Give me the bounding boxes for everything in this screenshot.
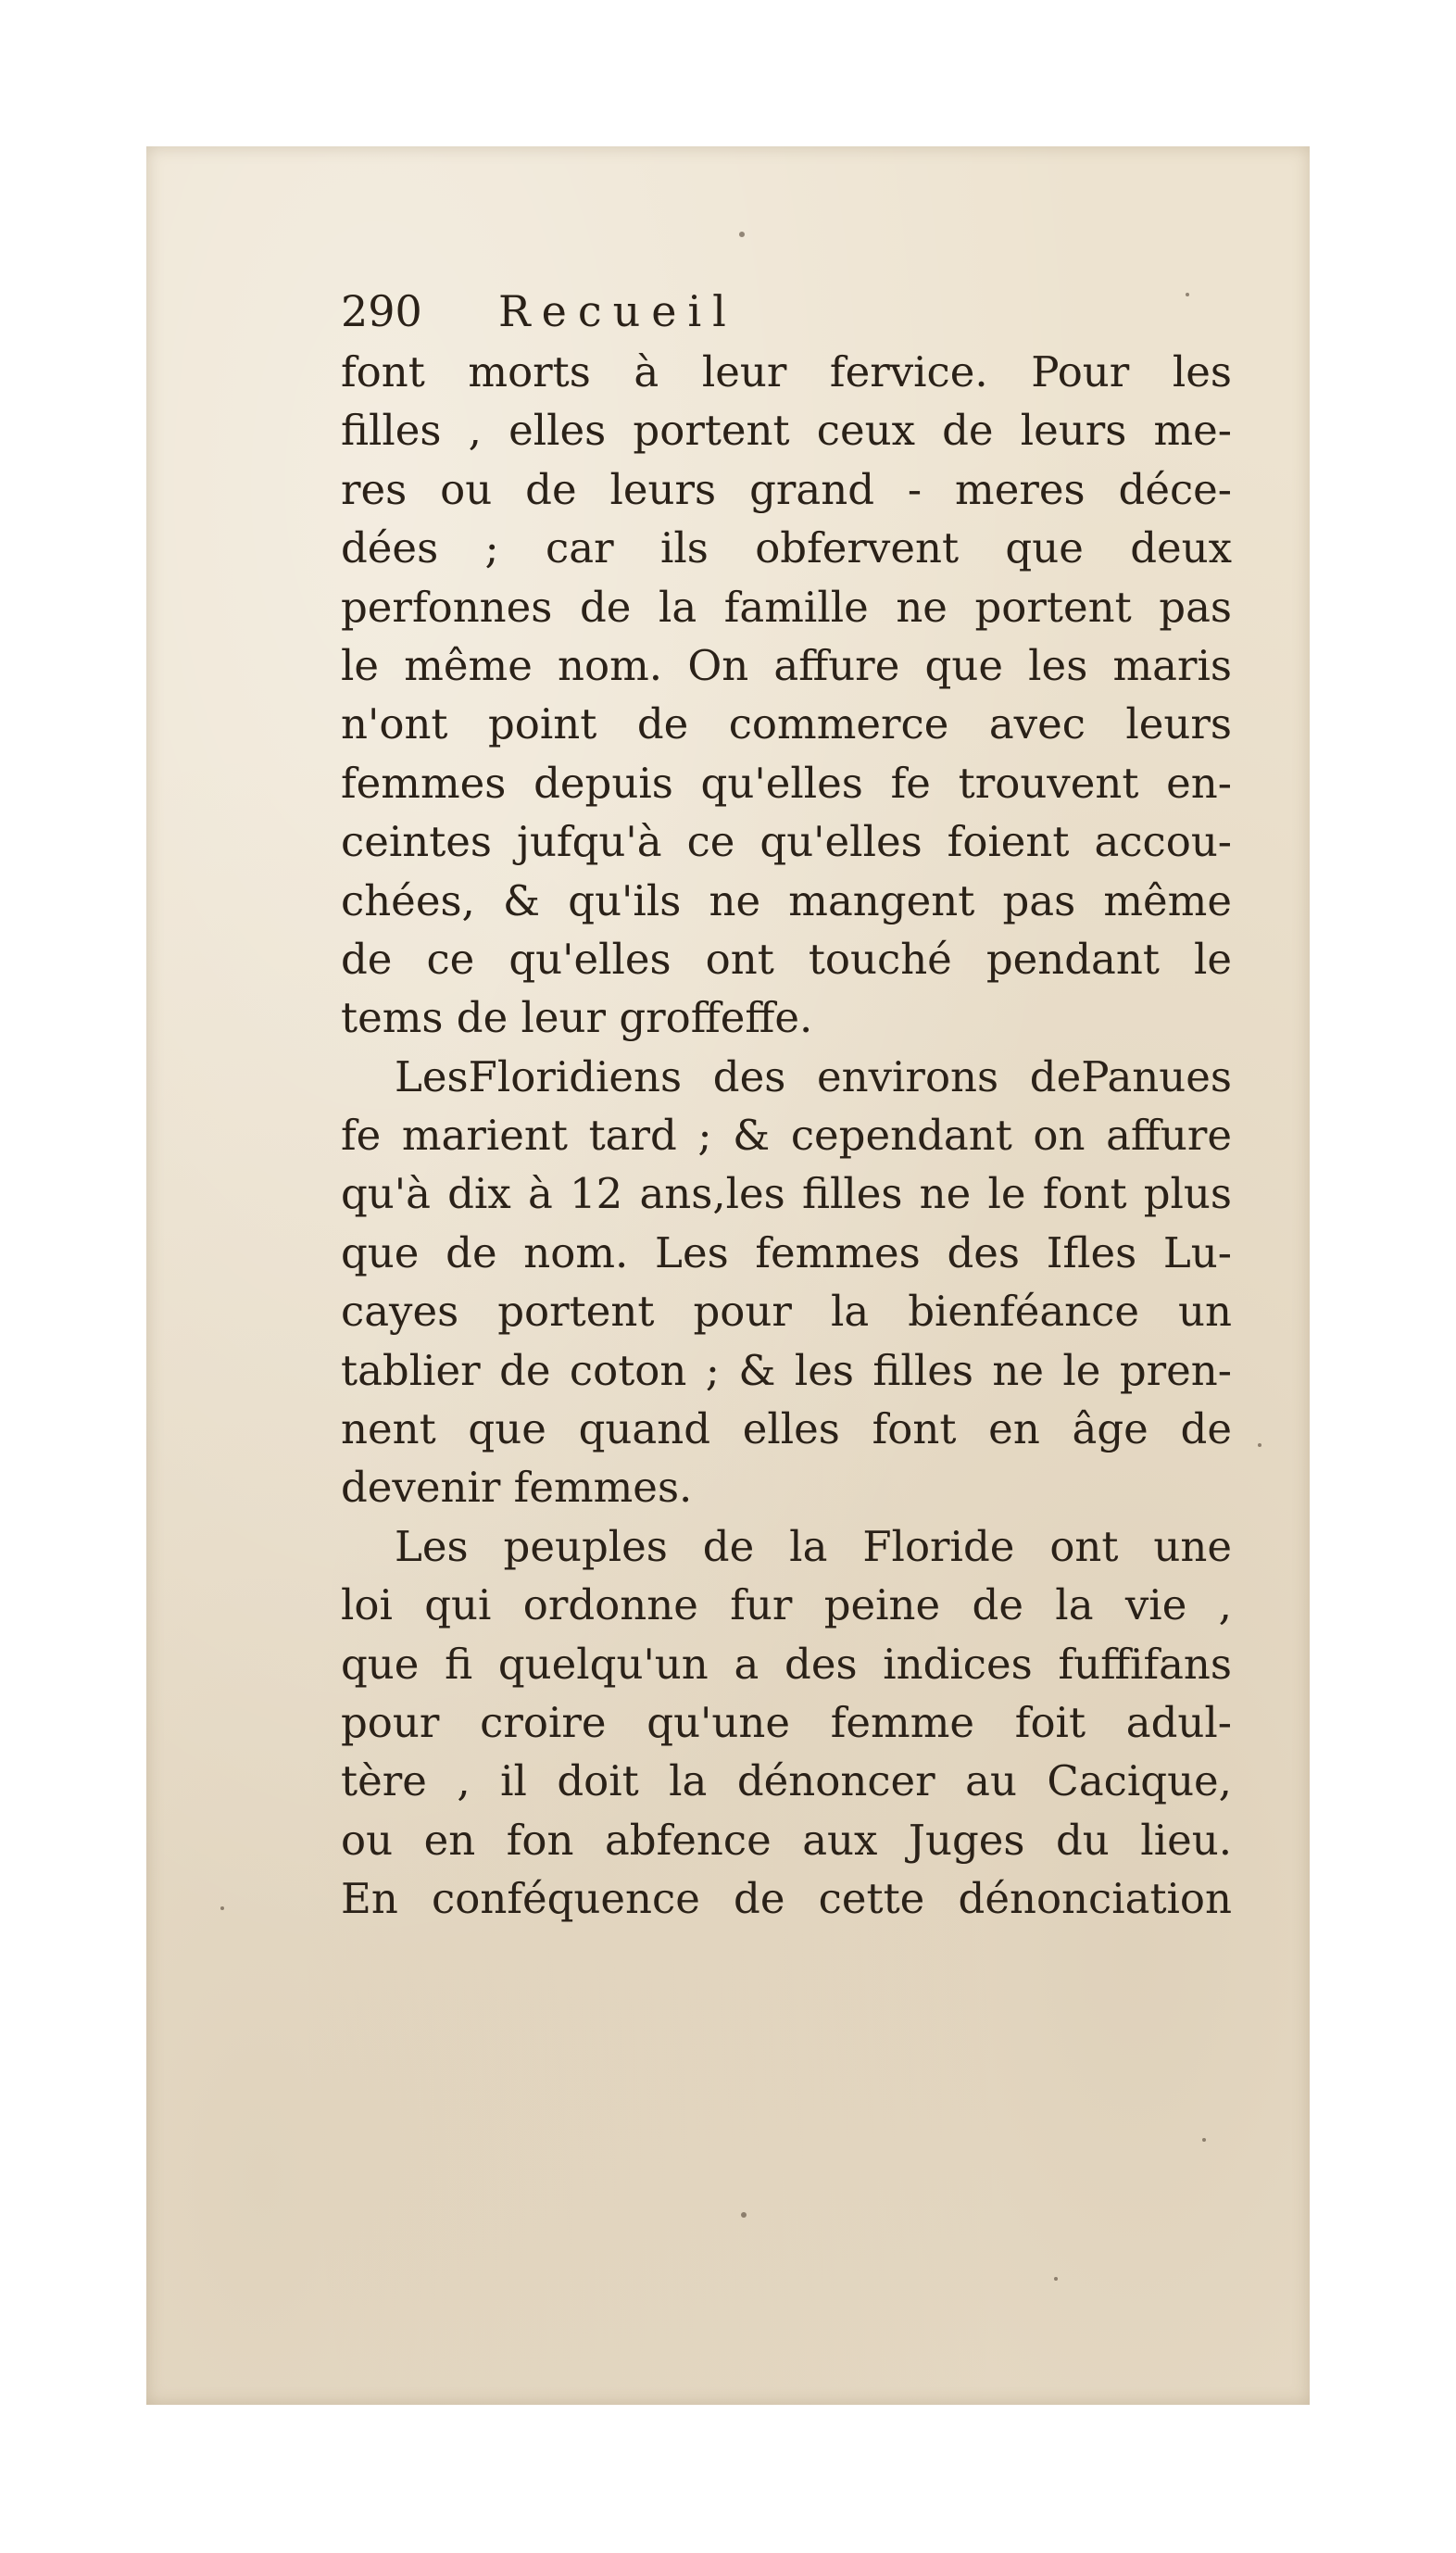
paragraph-start-line: LesFloridiens des environs dePanues	[395, 1051, 1232, 1101]
text-line: En conféquence de cette dénonciation	[341, 1874, 1232, 1924]
text-line: font morts à leur fervice. Pour les	[341, 347, 1232, 396]
text-line: perfonnes de la famille ne portent pas	[341, 582, 1232, 632]
text-line: ou en fon abfence aux Juges du lieu.	[341, 1815, 1232, 1865]
paper-speck	[1202, 2138, 1206, 2142]
book-page	[146, 146, 1310, 2405]
text-line: qu'à dix à 12 ans,les filles ne le font plus	[341, 1169, 1232, 1219]
text-line: chées, & qu'ils ne mangent pas même	[341, 875, 1232, 925]
text-line: res ou de leurs grand - meres déce-	[341, 464, 1232, 514]
paper-speck	[739, 232, 745, 237]
text-line: femmes depuis qu'elles fe trouvent en-	[341, 758, 1232, 808]
text-line: de ce qu'elles ont touché pendant le	[341, 934, 1232, 984]
text-line: tablier de coton ; & les filles ne le pren-	[341, 1345, 1232, 1395]
page-header	[341, 274, 934, 348]
text-line: dées ; car ils obfervent que deux	[341, 523, 1232, 573]
text-line: n'ont point de commerce avec leurs	[341, 699, 1232, 749]
text-line: nent que quand elles font en âge de	[341, 1404, 1232, 1454]
text-line: devenir femmes.	[341, 1463, 693, 1513]
text-line: fe marient tard ; & cependant on affure	[341, 1111, 1232, 1161]
paper-speck	[1054, 2277, 1058, 2281]
text-line: tère , il doit la dénoncer au Cacique,	[341, 1756, 1232, 1806]
text-line: pour croire qu'une femme foit adul-	[341, 1697, 1232, 1747]
text-line: tems de leur groffeffe.	[341, 993, 813, 1043]
running-head: Recueil	[498, 286, 737, 336]
page-number: 290	[341, 286, 422, 336]
paper-speck	[1186, 293, 1189, 296]
text-line: le même nom. On affure que les maris	[341, 640, 1232, 690]
paragraph-start-line: Les peuples de la Floride ont une	[395, 1521, 1232, 1571]
text-line: que de nom. Les femmes des Ifles Lu-	[341, 1227, 1232, 1277]
text-line: que fi quelqu'un a des indices fuffifans	[341, 1639, 1232, 1689]
body-text	[341, 343, 1232, 1929]
paper-speck	[1258, 1443, 1261, 1447]
paper-speck	[741, 2212, 747, 2218]
paper-speck	[220, 1906, 224, 1910]
text-line: ceintes jufqu'à ce qu'elles foient accou-	[341, 817, 1232, 867]
text-line: filles , elles portent ceux de leurs me-	[341, 406, 1232, 456]
text-line: loi qui ordonne fur peine de la vie ,	[341, 1580, 1232, 1630]
text-line: cayes portent pour la bienféance un	[341, 1287, 1232, 1337]
